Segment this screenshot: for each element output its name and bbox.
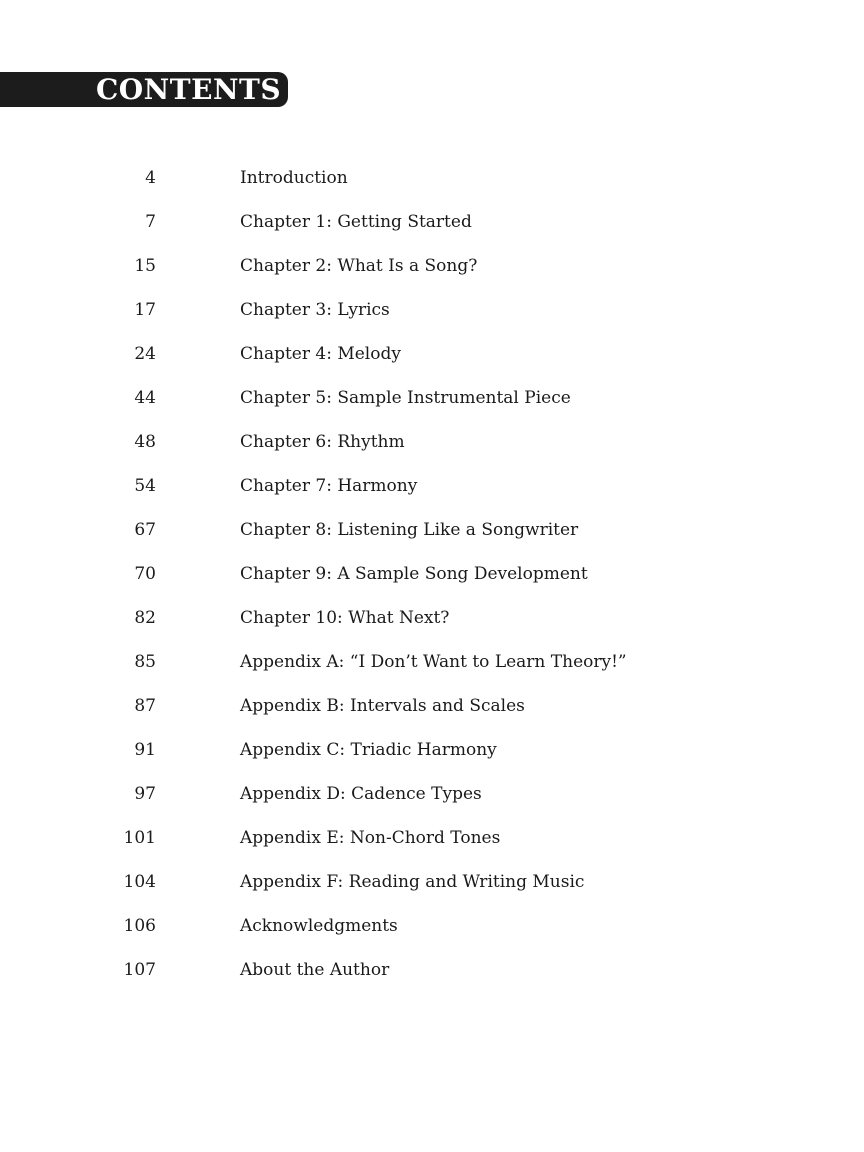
table-of-contents <box>0 156 864 992</box>
toc-page-number: 7 <box>145 212 156 232</box>
toc-entry[interactable] <box>0 156 864 200</box>
toc-entry-title: Chapter 5: Sample Instrumental Piece <box>240 388 571 408</box>
toc-page-number: 104 <box>123 872 156 892</box>
toc-entry-title: Chapter 9: A Sample Song Development <box>240 564 588 584</box>
toc-page-number: 85 <box>134 652 156 672</box>
toc-page-number: 87 <box>134 696 156 716</box>
toc-entry[interactable] <box>0 596 864 640</box>
toc-entry-title: Chapter 3: Lyrics <box>240 300 390 320</box>
toc-page-number: 82 <box>134 608 156 628</box>
toc-entry[interactable] <box>0 904 864 948</box>
toc-entry-title: About the Author <box>240 960 390 980</box>
toc-page-number: 17 <box>134 300 156 320</box>
toc-page-number: 4 <box>145 168 156 188</box>
toc-entry[interactable] <box>0 640 864 684</box>
toc-entry-title: Chapter 7: Harmony <box>240 476 418 496</box>
toc-page-number: 44 <box>134 388 156 408</box>
page-title: CONTENTS <box>96 73 282 106</box>
toc-entry-title: Appendix C: Triadic Harmony <box>240 740 497 760</box>
toc-entry-title: Chapter 2: What Is a Song? <box>240 256 478 276</box>
toc-page-number: 107 <box>123 960 156 980</box>
toc-entry[interactable] <box>0 288 864 332</box>
toc-entry[interactable] <box>0 684 864 728</box>
toc-page-number: 24 <box>134 344 156 364</box>
toc-entry[interactable] <box>0 728 864 772</box>
toc-entry-title: Chapter 6: Rhythm <box>240 432 405 452</box>
toc-entry-title: Introduction <box>240 168 348 188</box>
toc-entry[interactable] <box>0 376 864 420</box>
toc-entry[interactable] <box>0 860 864 904</box>
toc-page-number: 67 <box>134 520 156 540</box>
toc-entry[interactable] <box>0 552 864 596</box>
toc-entry[interactable] <box>0 948 864 992</box>
toc-entry-title: Appendix F: Reading and Writing Music <box>240 872 585 892</box>
toc-page-number: 70 <box>134 564 156 584</box>
toc-entry[interactable] <box>0 772 864 816</box>
toc-page-number: 48 <box>134 432 156 452</box>
toc-entry-title: Acknowledgments <box>240 916 398 936</box>
toc-entry-title: Chapter 1: Getting Started <box>240 212 472 232</box>
toc-page-number: 106 <box>123 916 156 936</box>
toc-entry[interactable] <box>0 464 864 508</box>
toc-entry[interactable] <box>0 816 864 860</box>
toc-page-number: 15 <box>134 256 156 276</box>
toc-entry-title: Chapter 4: Melody <box>240 344 401 364</box>
toc-entry[interactable] <box>0 332 864 376</box>
contents-banner <box>0 72 288 107</box>
toc-entry-title: Appendix A: “I Don’t Want to Learn Theory!” <box>240 652 627 672</box>
toc-entry-title: Appendix B: Intervals and Scales <box>240 696 525 716</box>
toc-entry[interactable] <box>0 244 864 288</box>
toc-entry[interactable] <box>0 200 864 244</box>
toc-entry-title: Chapter 10: What Next? <box>240 608 450 628</box>
toc-entry-title: Appendix E: Non-Chord Tones <box>240 828 501 848</box>
toc-entry[interactable] <box>0 508 864 552</box>
toc-page-number: 54 <box>134 476 156 496</box>
toc-entry[interactable] <box>0 420 864 464</box>
toc-page-number: 91 <box>134 740 156 760</box>
toc-page-number: 97 <box>134 784 156 804</box>
toc-entry-title: Appendix D: Cadence Types <box>240 784 482 804</box>
toc-page-number: 101 <box>123 828 156 848</box>
toc-entry-title: Chapter 8: Listening Like a Songwriter <box>240 520 579 540</box>
